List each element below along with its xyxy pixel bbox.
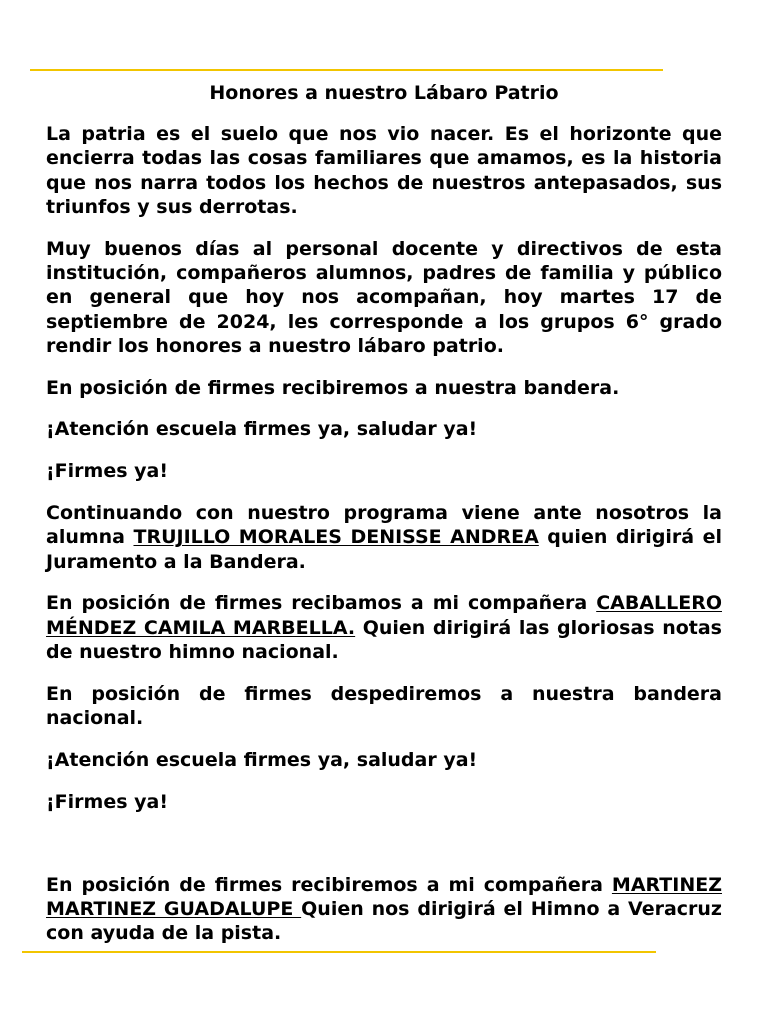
document-body [46,122,722,963]
veracruz-student-name: MARTINEZ MARTINEZ GUADALUPE [46,873,722,920]
anthem-text-before: En posición de firmes recibamos a mi compañera [46,592,597,615]
paragraph-veracruz-hymn [46,873,722,946]
anthem-text-after: Quien dirigirá las gloriosas notas de nuestro himno nacional. [46,616,722,664]
paragraph-anthem [46,591,722,664]
paragraph-oath [46,501,722,574]
oath-text-before: Continuando con nuestro programa viene ante nosotros la alumna [46,502,722,549]
paragraph-firmes-1: ¡Firmes ya! [46,460,169,483]
anthem-student-name: CABALLERO MÉNDEZ CAMILA MARBELLA. [46,592,722,639]
paragraph-greeting: Muy buenos días al personal docente y directivos de esta institución, compañeros alumnos, padres de familia y público en general que hoy nos acompañan, hoy martes 17 de septiembre de 2024, les corresponde a los grupos 6° grado rendir los honores a nuestro lábaro patrio. [46,237,722,357]
veracruz-text-before: En posición de firmes recibiremos a mi compañera [46,873,612,896]
oath-student-name: TRUJILLO MORALES DENISSE ANDREA [133,526,539,549]
paragraph-intro: La patria es el suelo que nos vio nacer. Es el horizonte que encierra todas las cosas familiares que amamos, es la historia que nos narra todos los hechos de nuestros antepasados, sus triunfos y sus derrotas. [46,123,722,218]
paragraph-attention-2: ¡Atención escuela firmes ya, saludar ya! [46,748,478,771]
top-rule [30,69,663,71]
page-title: Honores a nuestro Lábaro Patrio [209,82,559,104]
blank-gap [46,832,722,873]
bottom-rule [22,951,656,953]
paragraph-farewell-flag: En posición de firmes despediremos a nuestra bandera nacional. [46,682,722,730]
veracruz-text-after: Quien nos dirigirá el Himno a Veracruz con ayuda de la pista. [46,897,722,945]
paragraph-attention-1: ¡Atención escuela firmes ya, saludar ya! [46,418,478,441]
oath-text-after: quien dirigirá el Juramento a la Bandera. [46,526,722,573]
paragraph-firmes-2: ¡Firmes ya! [46,790,169,813]
paragraph-receive-flag: En posición de firmes recibiremos a nuestra bandera. [46,376,620,399]
